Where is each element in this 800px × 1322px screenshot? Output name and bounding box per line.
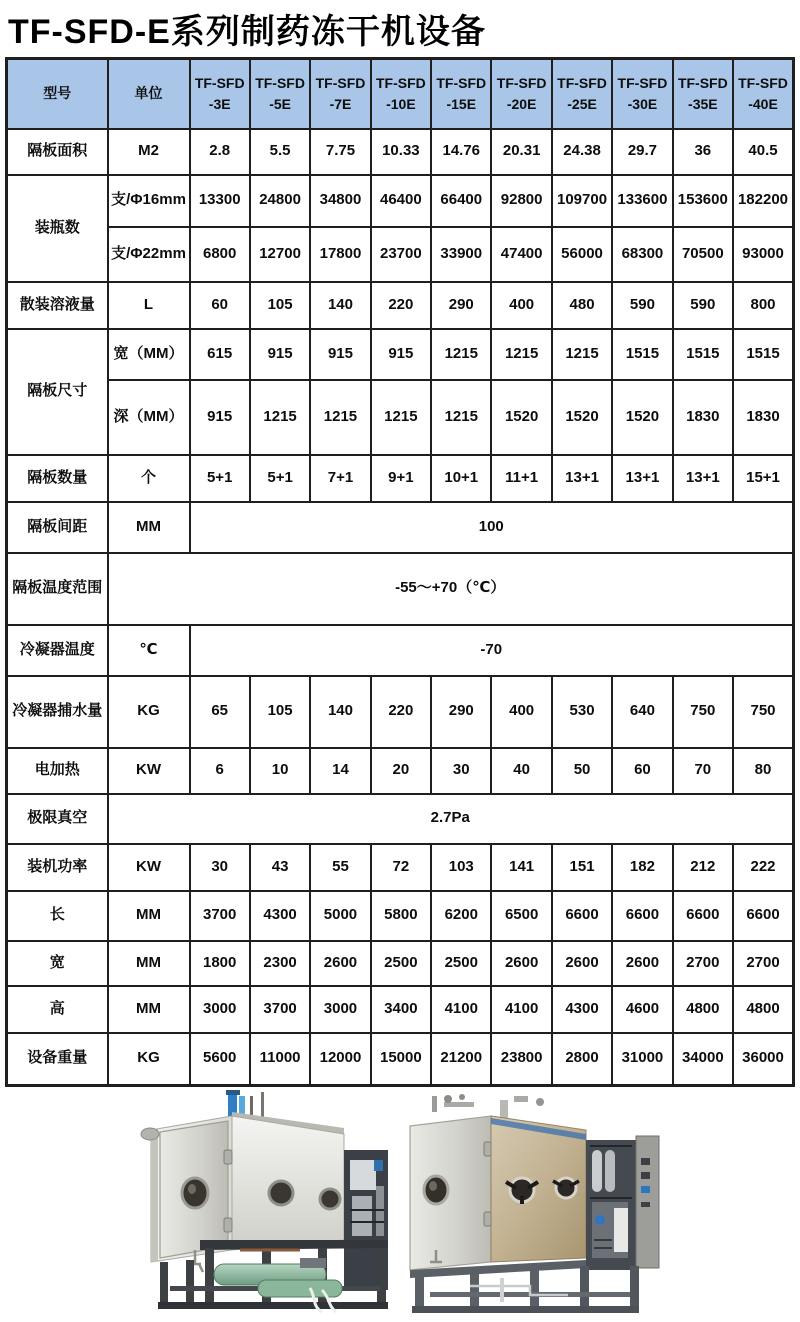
row-unit: L bbox=[108, 282, 190, 329]
cell: 43 bbox=[250, 844, 310, 891]
cell: 33900 bbox=[431, 227, 491, 282]
cell: 5000 bbox=[310, 891, 370, 941]
model-line1: TF-SFD bbox=[617, 74, 668, 91]
row-label: 电加热 bbox=[7, 748, 108, 794]
cell: 5+1 bbox=[190, 455, 250, 502]
cell: 1215 bbox=[250, 380, 310, 455]
cell: 1215 bbox=[310, 380, 370, 455]
row-unit: KG bbox=[108, 1033, 190, 1086]
cell: 151 bbox=[552, 844, 612, 891]
cell: 13+1 bbox=[552, 455, 612, 502]
cell: 140 bbox=[310, 676, 370, 748]
cell: 10 bbox=[250, 748, 310, 794]
cell: 2500 bbox=[371, 941, 431, 986]
cell: 17800 bbox=[310, 227, 370, 282]
header-model-col bbox=[733, 59, 793, 129]
cell: 750 bbox=[733, 676, 793, 748]
cell: 47400 bbox=[491, 227, 551, 282]
model-line2: -25E bbox=[567, 95, 597, 112]
cell: 34800 bbox=[310, 175, 370, 227]
row-unit: MM bbox=[108, 941, 190, 986]
cell: 2600 bbox=[552, 941, 612, 986]
cell: 182200 bbox=[733, 175, 793, 227]
row-unit: M2 bbox=[108, 129, 190, 175]
cell: 68300 bbox=[612, 227, 672, 282]
cell: 105 bbox=[250, 282, 310, 329]
merged-cell: -55～+70（℃） bbox=[108, 553, 794, 625]
cell: 2300 bbox=[250, 941, 310, 986]
cell: 3400 bbox=[371, 986, 431, 1033]
cell: 590 bbox=[612, 282, 672, 329]
page-title: TF-SFD-E系列制药冻干机设备 bbox=[8, 13, 486, 51]
cell: 109700 bbox=[552, 175, 612, 227]
cell: 7+1 bbox=[310, 455, 370, 502]
row-unit: KG bbox=[108, 676, 190, 748]
cell: 915 bbox=[310, 329, 370, 380]
cell: 800 bbox=[733, 282, 793, 329]
row-solution-volume bbox=[7, 282, 794, 329]
cell: 56000 bbox=[552, 227, 612, 282]
merged-cell: 2.7Pa bbox=[108, 794, 794, 844]
cell: 1215 bbox=[491, 329, 551, 380]
cell: 1515 bbox=[612, 329, 672, 380]
cell: 2800 bbox=[552, 1033, 612, 1086]
cell: 36 bbox=[673, 129, 733, 175]
cell: 20 bbox=[371, 748, 431, 794]
row-unit: MM bbox=[108, 891, 190, 941]
cell: 400 bbox=[491, 282, 551, 329]
cell: 10.33 bbox=[371, 129, 431, 175]
cell: 6 bbox=[190, 748, 250, 794]
cell: 290 bbox=[431, 676, 491, 748]
cell: 66400 bbox=[431, 175, 491, 227]
model-line1: TF-SFD bbox=[194, 74, 245, 91]
cell: 4800 bbox=[673, 986, 733, 1033]
row-unit: 支/Φ22mm bbox=[108, 227, 190, 282]
header-model: 型号 bbox=[7, 59, 108, 129]
row-label: 宽 bbox=[7, 941, 108, 986]
cell: 1215 bbox=[431, 329, 491, 380]
row-condenser-temp bbox=[7, 625, 794, 676]
cell: 15000 bbox=[371, 1033, 431, 1086]
model-line2: -10E bbox=[386, 95, 416, 112]
cell: 1215 bbox=[552, 329, 612, 380]
cell: 915 bbox=[250, 329, 310, 380]
cell: 1520 bbox=[552, 380, 612, 455]
row-unit: 宽（MM） bbox=[108, 329, 190, 380]
model-line2: -7E bbox=[329, 95, 352, 112]
row-water-capture bbox=[7, 676, 794, 748]
cell: 133600 bbox=[612, 175, 672, 227]
row-ultimate-vacuum bbox=[7, 794, 794, 844]
cell: 12000 bbox=[310, 1033, 370, 1086]
row-height bbox=[7, 986, 794, 1033]
cell: 40.5 bbox=[733, 129, 793, 175]
cell: 103 bbox=[431, 844, 491, 891]
cell: 1515 bbox=[733, 329, 793, 380]
cell: 60 bbox=[612, 748, 672, 794]
cell: 6600 bbox=[612, 891, 672, 941]
cell: 153600 bbox=[673, 175, 733, 227]
row-unit: 个 bbox=[108, 455, 190, 502]
cell: 480 bbox=[552, 282, 612, 329]
row-shelf-count bbox=[7, 455, 794, 502]
header-model-col bbox=[310, 59, 370, 129]
cell: 290 bbox=[431, 282, 491, 329]
cell: 13+1 bbox=[673, 455, 733, 502]
cell: 915 bbox=[371, 329, 431, 380]
header-model-col bbox=[612, 59, 672, 129]
cell: 10+1 bbox=[431, 455, 491, 502]
row-label: 长 bbox=[7, 891, 108, 941]
cell: 2600 bbox=[310, 941, 370, 986]
header-model-col bbox=[673, 59, 733, 129]
cell: 21200 bbox=[431, 1033, 491, 1086]
row-unit: ℃ bbox=[108, 625, 190, 676]
row-unit: MM bbox=[108, 502, 190, 553]
cell: 4300 bbox=[250, 891, 310, 941]
row-label: 隔板尺寸 bbox=[7, 329, 108, 455]
model-line2: -30E bbox=[627, 95, 658, 112]
cell: 14 bbox=[310, 748, 370, 794]
cell: 2600 bbox=[612, 941, 672, 986]
cell: 2700 bbox=[733, 941, 793, 986]
cell: 2600 bbox=[491, 941, 551, 986]
cell: 105 bbox=[250, 676, 310, 748]
cell: 2.8 bbox=[190, 129, 250, 175]
row-label: 高 bbox=[7, 986, 108, 1033]
model-line1: TF-SFD bbox=[375, 74, 426, 91]
cell: 6800 bbox=[190, 227, 250, 282]
header-model-col bbox=[491, 59, 551, 129]
table-header-row bbox=[7, 59, 794, 129]
row-shelf-area bbox=[7, 129, 794, 175]
machine-photo-left bbox=[141, 1090, 388, 1312]
cell: 23700 bbox=[371, 227, 431, 282]
cell: 31000 bbox=[612, 1033, 672, 1086]
cell: 615 bbox=[190, 329, 250, 380]
cell: 15+1 bbox=[733, 455, 793, 502]
cell: 3000 bbox=[310, 986, 370, 1033]
cell: 50 bbox=[552, 748, 612, 794]
cell: 30 bbox=[431, 748, 491, 794]
cell: 1215 bbox=[431, 380, 491, 455]
row-shelf-size-depth bbox=[7, 380, 794, 455]
cell: 400 bbox=[491, 676, 551, 748]
row-bottles-16mm bbox=[7, 175, 794, 227]
model-line1: TF-SFD bbox=[677, 74, 728, 91]
cell: 3000 bbox=[190, 986, 250, 1033]
cell: 40 bbox=[491, 748, 551, 794]
header-unit: 单位 bbox=[108, 59, 190, 129]
row-label: 设备重量 bbox=[7, 1033, 108, 1086]
row-unit: KW bbox=[108, 748, 190, 794]
header-model-col bbox=[552, 59, 612, 129]
model-line2: -15E bbox=[446, 95, 477, 112]
model-line1: TF-SFD bbox=[496, 74, 547, 91]
cell: 1830 bbox=[733, 380, 793, 455]
machine-photo-right bbox=[410, 1094, 659, 1313]
cell: 212 bbox=[673, 844, 733, 891]
row-label: 冷凝器温度 bbox=[7, 625, 108, 676]
row-label: 隔板面积 bbox=[7, 129, 108, 175]
cell: 13+1 bbox=[612, 455, 672, 502]
model-line1: TF-SFD bbox=[315, 74, 366, 91]
row-weight bbox=[7, 1033, 794, 1086]
model-line1: TF-SFD bbox=[436, 74, 487, 91]
cell: 24.38 bbox=[552, 129, 612, 175]
cell: 36000 bbox=[733, 1033, 793, 1086]
row-label: 散装溶液量 bbox=[7, 282, 108, 329]
row-unit: 支/Φ16mm bbox=[108, 175, 190, 227]
cell: 2700 bbox=[673, 941, 733, 986]
model-line2: -35E bbox=[688, 95, 718, 112]
row-shelf-size-width bbox=[7, 329, 794, 380]
row-installed-power bbox=[7, 844, 794, 891]
cell: 11+1 bbox=[491, 455, 551, 502]
cell: 5600 bbox=[190, 1033, 250, 1086]
cell: 1515 bbox=[673, 329, 733, 380]
cell: 14.76 bbox=[431, 129, 491, 175]
cell: 12700 bbox=[250, 227, 310, 282]
cell: 5+1 bbox=[250, 455, 310, 502]
cell: 6600 bbox=[673, 891, 733, 941]
cell: 530 bbox=[552, 676, 612, 748]
row-label: 冷凝器捕水量 bbox=[7, 676, 108, 748]
cell: 93000 bbox=[733, 227, 793, 282]
row-unit: 深（MM） bbox=[108, 380, 190, 455]
cell: 590 bbox=[673, 282, 733, 329]
cell: 24800 bbox=[250, 175, 310, 227]
merged-cell: -70 bbox=[190, 625, 794, 676]
cell: 20.31 bbox=[491, 129, 551, 175]
row-shelf-temp-range bbox=[7, 553, 794, 625]
product-photos bbox=[0, 1090, 800, 1322]
model-line2: -5E bbox=[269, 95, 291, 112]
row-shelf-gap bbox=[7, 502, 794, 553]
cell: 140 bbox=[310, 282, 370, 329]
cell: 13300 bbox=[190, 175, 250, 227]
cell: 1830 bbox=[673, 380, 733, 455]
cell: 6600 bbox=[552, 891, 612, 941]
header-model-col bbox=[371, 59, 431, 129]
cell: 60 bbox=[190, 282, 250, 329]
row-label: 隔板数量 bbox=[7, 455, 108, 502]
cell: 7.75 bbox=[310, 129, 370, 175]
cell: 2500 bbox=[431, 941, 491, 986]
cell: 4800 bbox=[733, 986, 793, 1033]
cell: 6500 bbox=[491, 891, 551, 941]
cell: 1520 bbox=[612, 380, 672, 455]
row-label: 隔板间距 bbox=[7, 502, 108, 553]
header-model-col bbox=[431, 59, 491, 129]
model-line2: -20E bbox=[506, 95, 537, 112]
row-length bbox=[7, 891, 794, 941]
row-label: 极限真空 bbox=[7, 794, 108, 844]
model-line2: -3E bbox=[208, 95, 231, 112]
cell: 55 bbox=[310, 844, 370, 891]
model-line1: TF-SFD bbox=[738, 74, 788, 91]
cell: 65 bbox=[190, 676, 250, 748]
header-model-col bbox=[250, 59, 310, 129]
cell: 3700 bbox=[190, 891, 250, 941]
cell: 34000 bbox=[673, 1033, 733, 1086]
row-unit: MM bbox=[108, 986, 190, 1033]
row-bottles-22mm bbox=[7, 227, 794, 282]
row-width bbox=[7, 941, 794, 986]
spec-table bbox=[5, 57, 795, 1087]
row-heating bbox=[7, 748, 794, 794]
cell: 640 bbox=[612, 676, 672, 748]
model-line2: -40E bbox=[748, 95, 778, 112]
cell: 4100 bbox=[491, 986, 551, 1033]
cell: 46400 bbox=[371, 175, 431, 227]
cell: 4100 bbox=[431, 986, 491, 1033]
cell: 141 bbox=[491, 844, 551, 891]
cell: 4300 bbox=[552, 986, 612, 1033]
cell: 29.7 bbox=[612, 129, 672, 175]
cell: 750 bbox=[673, 676, 733, 748]
cell: 4600 bbox=[612, 986, 672, 1033]
row-unit: KW bbox=[108, 844, 190, 891]
cell: 70 bbox=[673, 748, 733, 794]
cell: 23800 bbox=[491, 1033, 551, 1086]
cell: 3700 bbox=[250, 986, 310, 1033]
model-line1: TF-SFD bbox=[557, 74, 607, 91]
cell: 92800 bbox=[491, 175, 551, 227]
cell: 220 bbox=[371, 282, 431, 329]
cell: 70500 bbox=[673, 227, 733, 282]
merged-cell: 100 bbox=[190, 502, 794, 553]
cell: 9+1 bbox=[371, 455, 431, 502]
header-model-col bbox=[190, 59, 250, 129]
cell: 11000 bbox=[250, 1033, 310, 1086]
cell: 1520 bbox=[491, 380, 551, 455]
cell: 915 bbox=[190, 380, 250, 455]
model-line1: TF-SFD bbox=[255, 74, 305, 91]
row-label: 隔板温度范围 bbox=[7, 553, 108, 625]
cell: 1215 bbox=[371, 380, 431, 455]
cell: 222 bbox=[733, 844, 793, 891]
row-label: 装机功率 bbox=[7, 844, 108, 891]
cell: 30 bbox=[190, 844, 250, 891]
cell: 220 bbox=[371, 676, 431, 748]
cell: 72 bbox=[371, 844, 431, 891]
cell: 182 bbox=[612, 844, 672, 891]
cell: 1800 bbox=[190, 941, 250, 986]
row-label: 装瓶数 bbox=[7, 175, 108, 282]
cell: 5.5 bbox=[250, 129, 310, 175]
cell: 6200 bbox=[431, 891, 491, 941]
cell: 6600 bbox=[733, 891, 793, 941]
cell: 80 bbox=[733, 748, 793, 794]
cell: 5800 bbox=[371, 891, 431, 941]
